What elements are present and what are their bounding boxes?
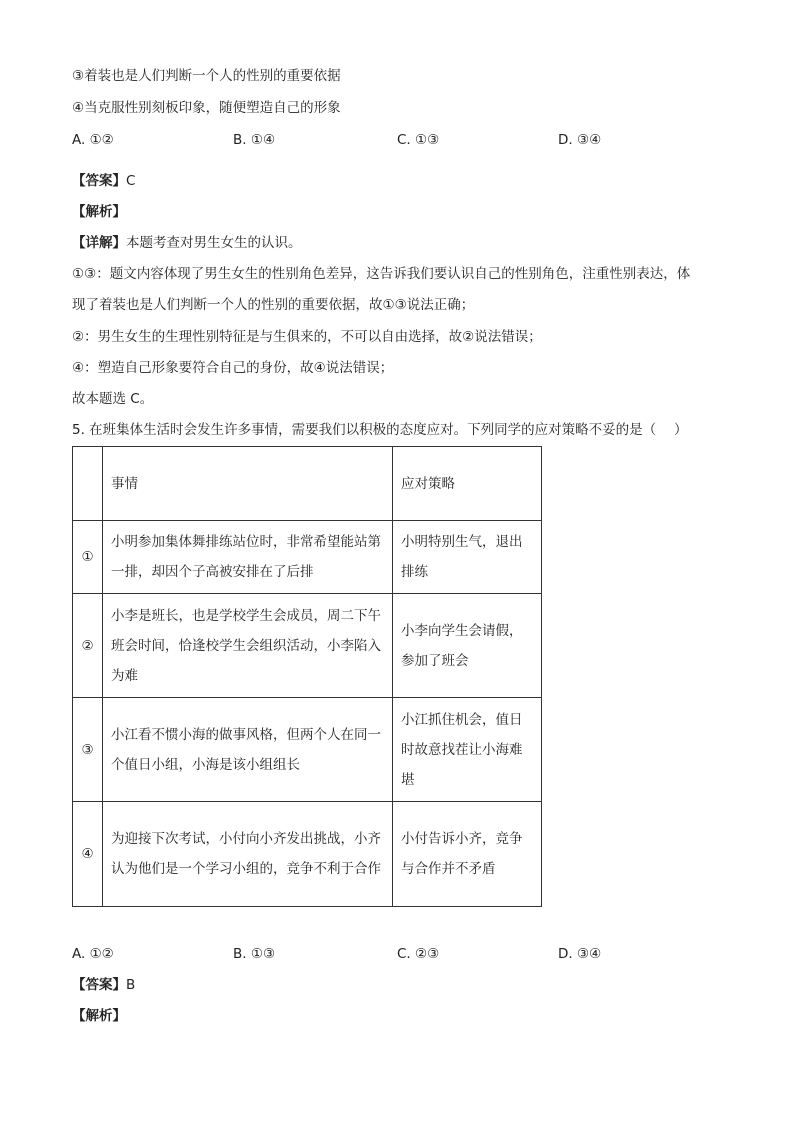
q4-analysis-para1-line2: 现了着装也是人们判断一个人的性别的重要依据，故①③说法正确；	[72, 297, 475, 313]
q4-analysis-para3: ④：塑造自己形象要符合自己的身份，故④说法错误；	[72, 360, 394, 376]
row-num: ②	[73, 594, 103, 698]
header-response-cell: 应对策略	[393, 447, 542, 521]
table-row	[73, 521, 542, 594]
q5-choice-d: D. ③④	[558, 946, 602, 962]
option-3-text: ③着装也是人们判断一个人的性别的重要依据	[72, 68, 341, 84]
detail-label: 【详解】	[72, 235, 126, 251]
q5-choice-a: A. ①②	[72, 946, 114, 962]
row-event: 小明参加集体舞排练站位时，非常希望能站第一排，却因个子高被安排在了后排	[103, 521, 393, 594]
q4-analysis-label: 【解析】	[72, 204, 126, 220]
row-event: 为迎接下次考试，小付向小齐发出挑战，小齐认为他们是一个学习小组的，竞争不利于合作	[103, 802, 393, 907]
q4-choice-a: A. ①②	[72, 132, 114, 148]
row-num: ④	[73, 802, 103, 907]
q4-choice-d: D. ③④	[558, 132, 602, 148]
q5-choice-b: B. ①③	[233, 946, 276, 962]
header-event-cell: 事情	[103, 447, 393, 521]
row-event: 小李是班长，也是学校学生会成员，周二下午班会时间，恰逢校学生会组织活动，小李陷入为难	[103, 594, 393, 698]
row-num: ③	[73, 698, 103, 802]
q4-choice-c: C. ①③	[397, 132, 440, 148]
table-row	[73, 594, 542, 698]
answer-label: 【答案】	[72, 977, 126, 993]
row-event: 小江看不惯小海的做事风格，但两个人在同一个值日小组，小海是该小组组长	[103, 698, 393, 802]
option-4-text: ④当克服性别刻板印象，随便塑造自己的形象	[72, 100, 341, 116]
q5-choices	[72, 944, 732, 964]
q5-stem: 5. 在班集体生活时会发生许多事情，需要我们以积极的态度应对。下列同学的应对策略不妥的是（ ）	[72, 422, 688, 438]
row-response: 小付告诉小齐，竞争与合作并不矛盾	[393, 802, 542, 907]
table-row	[73, 802, 542, 907]
answer-value: C	[126, 173, 136, 189]
q4-conclusion: 故本题选 C。	[72, 391, 154, 407]
q4-choices	[72, 130, 732, 150]
q5-analysis-label: 【解析】	[72, 1008, 126, 1024]
q5-table	[72, 446, 542, 907]
q4-answer	[72, 171, 135, 191]
answer-label: 【答案】	[72, 173, 126, 189]
q4-detail	[72, 233, 302, 253]
row-response: 小明特别生气，退出排练	[393, 521, 542, 594]
row-response: 小李向学生会请假，参加了班会	[393, 594, 542, 698]
detail-text: 本题考查对男生女生的认识。	[126, 235, 302, 251]
q5-choice-c: C. ②③	[397, 946, 440, 962]
row-num: ①	[73, 521, 103, 594]
table-row	[73, 698, 542, 802]
answer-value: B	[126, 977, 136, 993]
table-header-row	[73, 447, 542, 521]
row-response: 小江抓住机会，值日时故意找茬让小海难堪	[393, 698, 542, 802]
header-num-cell	[73, 447, 103, 521]
q4-analysis-para1-line1: ①③：题文内容体现了男生女生的性别角色差异，这告诉我们要认识自己的性别角色，注重性别表达，体	[72, 266, 691, 282]
q5-answer	[72, 975, 135, 995]
q4-choice-b: B. ①④	[233, 132, 276, 148]
q4-analysis-para2: ②：男生女生的生理性别特征是与生俱来的，不可以自由选择，故②说法错误；	[72, 329, 542, 345]
